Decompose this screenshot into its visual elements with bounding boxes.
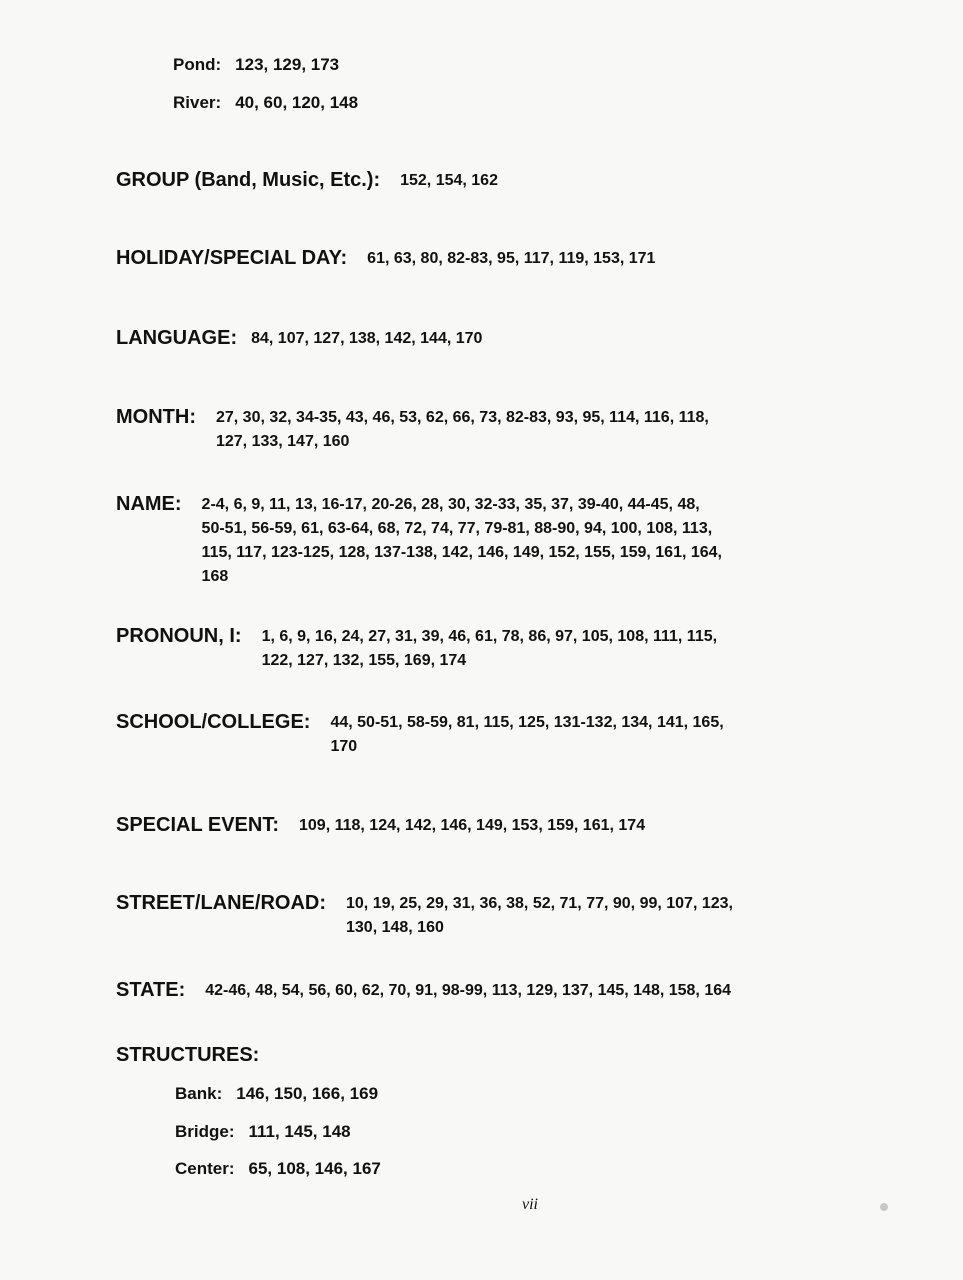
entry-label: HOLIDAY/SPECIAL DAY: xyxy=(116,247,348,269)
index-entry-pronoun xyxy=(116,624,717,673)
entry-numbers: 1, 6, 9, 16, 24, 27, 31, 39, 46, 61, 78, 86, 97, 105, 108, 111, 115, 122, 127, 132, 155, 169, 174 xyxy=(261,628,718,669)
subentry-numbers: 123, 129, 173 xyxy=(235,55,340,74)
index-subentry-bank xyxy=(175,1083,378,1105)
speck-decoration xyxy=(880,1203,888,1211)
entry-label: LANGUAGE: xyxy=(116,327,238,349)
index-entry-name xyxy=(116,492,722,589)
entry-numbers: 84, 107, 127, 138, 142, 144, 170 xyxy=(251,330,483,347)
entry-numbers: 152, 154, 162 xyxy=(400,172,498,189)
index-entry-language xyxy=(116,326,482,351)
entry-numbers: 2-4, 6, 9, 11, 13, 16-17, 20-26, 28, 30, 32-33, 35, 37, 39-40, 44-45, 48, 50-51, 56-59, 61, 63-64, 68, 72, 74, 77, 79-81, 88-90, 94, 100, 108, 113, 115, 117, 123-125, 128, 137-138, 142, 146, 149, 152, 155, 159, 161, 164, 168 xyxy=(201,496,722,585)
entry-label: STATE: xyxy=(116,979,186,1001)
entry-numbers: 42-46, 48, 54, 56, 60, 62, 70, 91, 98-99, 113, 129, 137, 145, 148, 158, 164 xyxy=(205,982,732,999)
index-subentry-pond xyxy=(173,54,339,76)
index-subentry-bridge xyxy=(175,1121,351,1143)
entry-numbers: 10, 19, 25, 29, 31, 36, 38, 52, 71, 77, 90, 99, 107, 123, 130, 148, 160 xyxy=(346,895,733,936)
subentry-label: River: xyxy=(173,93,222,112)
subentry-numbers: 40, 60, 120, 148 xyxy=(235,93,359,112)
index-entry-group xyxy=(116,168,498,193)
entry-numbers: 109, 118, 124, 142, 146, 149, 153, 159, 161, 174 xyxy=(299,817,646,834)
subentry-numbers: 146, 150, 166, 169 xyxy=(236,1084,379,1103)
entry-label: PRONOUN, I: xyxy=(116,625,242,647)
entry-label: GROUP (Band, Music, Etc.): xyxy=(116,169,381,191)
entry-label: SCHOOL/COLLEGE: xyxy=(116,711,311,733)
entry-numbers: 44, 50-51, 58-59, 81, 115, 125, 131-132, 134, 141, 165, 170 xyxy=(330,714,724,755)
entry-label: STREET/LANE/ROAD: xyxy=(116,892,326,914)
page-number: vii xyxy=(522,1196,538,1213)
index-entry-state xyxy=(116,978,731,1003)
index-subentry-center xyxy=(175,1158,381,1180)
subentry-label: Bridge: xyxy=(175,1122,235,1141)
subentry-numbers: 111, 145, 148 xyxy=(248,1122,351,1141)
subentry-numbers: 65, 108, 146, 167 xyxy=(248,1159,381,1178)
index-entry-month xyxy=(116,405,709,454)
index-entry-holiday xyxy=(116,246,655,271)
index-entry-school xyxy=(116,710,724,759)
subentry-label: Pond: xyxy=(173,55,222,74)
index-entry-structures: STRUCTURES: xyxy=(116,1044,260,1066)
entry-numbers: 61, 63, 80, 82-83, 95, 117, 119, 153, 171 xyxy=(367,250,656,267)
entry-numbers: 27, 30, 32, 34-35, 43, 46, 53, 62, 66, 73, 82-83, 93, 95, 114, 116, 118, 127, 133, 147, 160 xyxy=(215,409,709,450)
entry-label: NAME: xyxy=(116,493,182,515)
index-subentry-river xyxy=(173,92,358,114)
index-entry-special-event xyxy=(116,813,645,838)
entry-label: MONTH: xyxy=(116,406,196,428)
subentry-label: Center: xyxy=(175,1159,235,1178)
subentry-label: Bank: xyxy=(175,1084,223,1103)
index-entry-street xyxy=(116,891,733,940)
entry-label: SPECIAL EVENT: xyxy=(116,814,279,836)
